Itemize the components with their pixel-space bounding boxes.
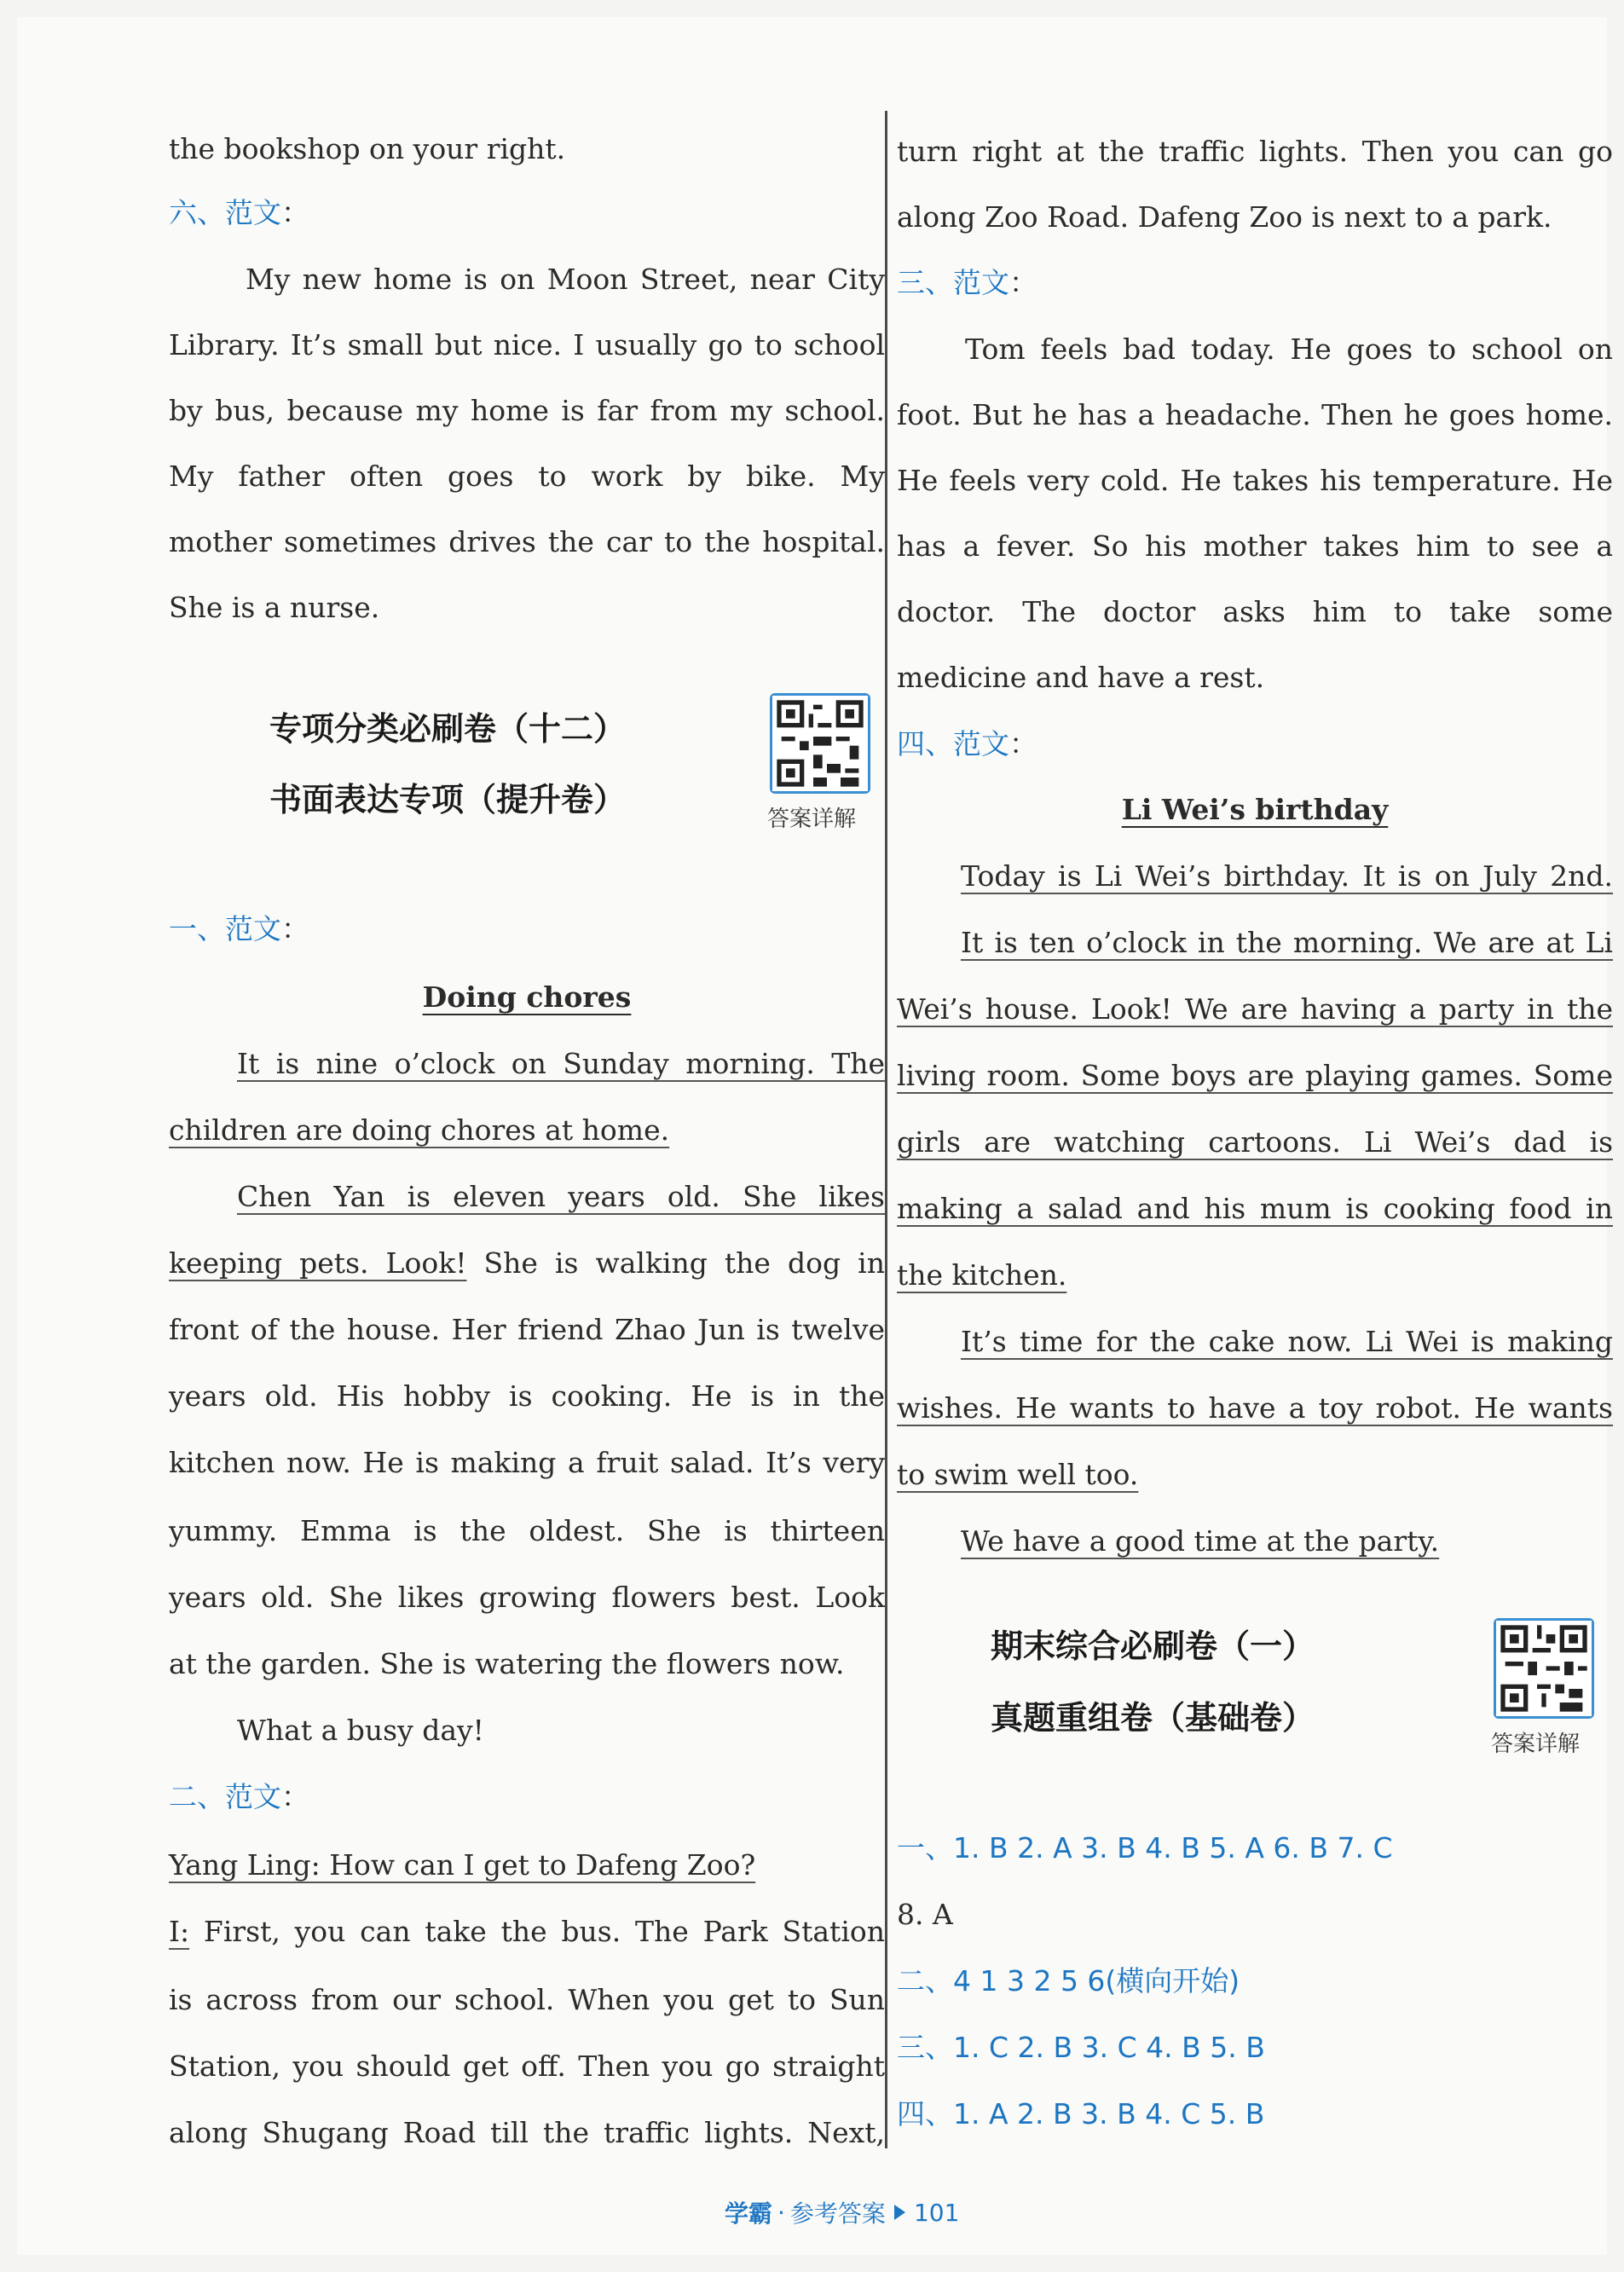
text-line: It is nine o’clock on Sunday morning. The [237,1047,885,1080]
brand-logo: 学霸 [725,2200,773,2228]
text-line: years old. His hobby is cooking. He is in the [169,1379,885,1413]
answer-page [17,17,1613,2255]
section-subheading: 书面表达专项（提升卷） [269,781,627,818]
text-line: Station, you should get off. Then you go straight [169,2049,885,2083]
footer-label: 参考答案 [789,2200,886,2228]
text-line: Chen Yan is eleven years old. She likes [237,1180,885,1213]
triangle-icon [894,2205,905,2220]
text-line: along Shugang Road till the traffic lights. Next, [169,2116,885,2149]
text-line: It is ten o’clock in the morning. We are at Li [961,926,1613,959]
answer-line: 一、1. B 2. A 3. B 4. B 5. A 6. B 7. C [897,1831,1393,1864]
answer-line: 8. A [897,1898,953,1931]
section-three-label: 三、范文： [897,266,1037,299]
qr-code-icon[interactable] [1494,1618,1594,1719]
text-line: What a busy day! [237,1714,484,1747]
section-four-label: 四、范文： [897,727,1037,760]
text-line: doctor. The doctor asks him to take some [897,595,1613,628]
text-line: My father often goes to work by bike. My [169,460,885,493]
text-line: girls are watching cartoons. Li Wei’s dad is [897,1125,1613,1159]
text-line: Tom feels bad today. He goes to school on [965,332,1613,366]
qr-caption: 答案详解 [1491,1731,1581,1757]
text-line: foot. But he has a headache. Then he goes home. [897,398,1613,431]
text-line: years old. She likes growing flowers best. Look [169,1581,885,1614]
footer-separator: · [777,2198,785,2227]
text-line: My new home is on Moon Street, near City [246,263,885,296]
text-line: We have a good time at the party. [961,1524,1440,1558]
text-line: at the garden. She is watering the flowers now. [169,1647,845,1680]
text-line: the bookshop on your right. [169,132,566,165]
text-line: turn right at the traffic lights. Then you can go [897,135,1613,168]
essay-title: Li Wei’s birthday [1121,793,1389,826]
text-line: Today is Li Wei’s birthday. It is on July 2nd. [961,859,1613,893]
text-line: Wei’s house. Look! We are having a party in the [897,992,1613,1026]
text-line: is across from our school. When you get to Sun [169,1983,885,2016]
text-line: medicine and have a rest. [897,661,1265,694]
text-line: living room. Some boys are playing games. Some [897,1059,1613,1092]
section-six-label: 六、范文： [169,196,309,229]
section-heading: 专项分类必刷卷（十二） [269,710,627,748]
qr-caption: 答案详解 [767,806,857,832]
text-line: kitchen now. He is making a fruit salad. It’s very [169,1446,885,1479]
essay-title: Doing chores [422,980,632,1014]
text-line: I: First, you can take the bus. The Park Station [169,1915,885,1948]
text-line: keeping pets. Look! She is walking the dog in [169,1246,885,1280]
text-line: It’s time for the cake now. Li Wei is making [961,1325,1613,1358]
text-line: to swim well too. [897,1458,1139,1491]
text-line: Yang Ling: How can I get to Dafeng Zoo? [169,1848,756,1882]
text-line: Library. It’s small but nice. I usually go to school [169,328,885,361]
text-line: She is a nurse. [169,591,380,624]
answer-line: 三、1. C 2. B 3. C 4. B 5. B [897,2031,1265,2064]
text-line: by bus, because my home is far from my school. [169,394,885,427]
column-divider [885,111,887,2148]
text-line: has a fever. So his mother takes him to see a [897,529,1613,563]
text-line: the kitchen. [897,1258,1067,1292]
text-line: yummy. Emma is the oldest. She is thirteen [169,1514,885,1547]
text-line: wishes. He wants to have a toy robot. He wants [897,1391,1613,1425]
text-line: mother sometimes drives the car to the hospital. [169,525,885,558]
page-footer [725,2195,959,2229]
section-two-label: 二、范文： [169,1780,309,1813]
text-line: He feels very cold. He takes his temperature. He [897,464,1613,497]
text-line: front of the house. Her friend Zhao Jun is twelve [169,1313,885,1346]
qr-code-icon[interactable] [770,693,870,794]
page-number: 101 [913,2198,960,2227]
text-line: along Zoo Road. Dafeng Zoo is next to a park. [897,200,1552,234]
text-line: children are doing chores at home. [169,1113,670,1147]
section-heading: 期末综合必刷卷（一） [991,1627,1315,1665]
text-line: making a salad and his mum is cooking food in [897,1192,1613,1225]
section-one-label: 一、范文： [169,912,309,945]
section-subheading: 真题重组卷（基础卷） [991,1699,1315,1737]
answer-line: 四、1. A 2. B 3. B 4. C 5. B [897,2097,1265,2130]
answer-line: 二、4 1 3 2 5 6(横向开始) [897,1964,1240,1997]
